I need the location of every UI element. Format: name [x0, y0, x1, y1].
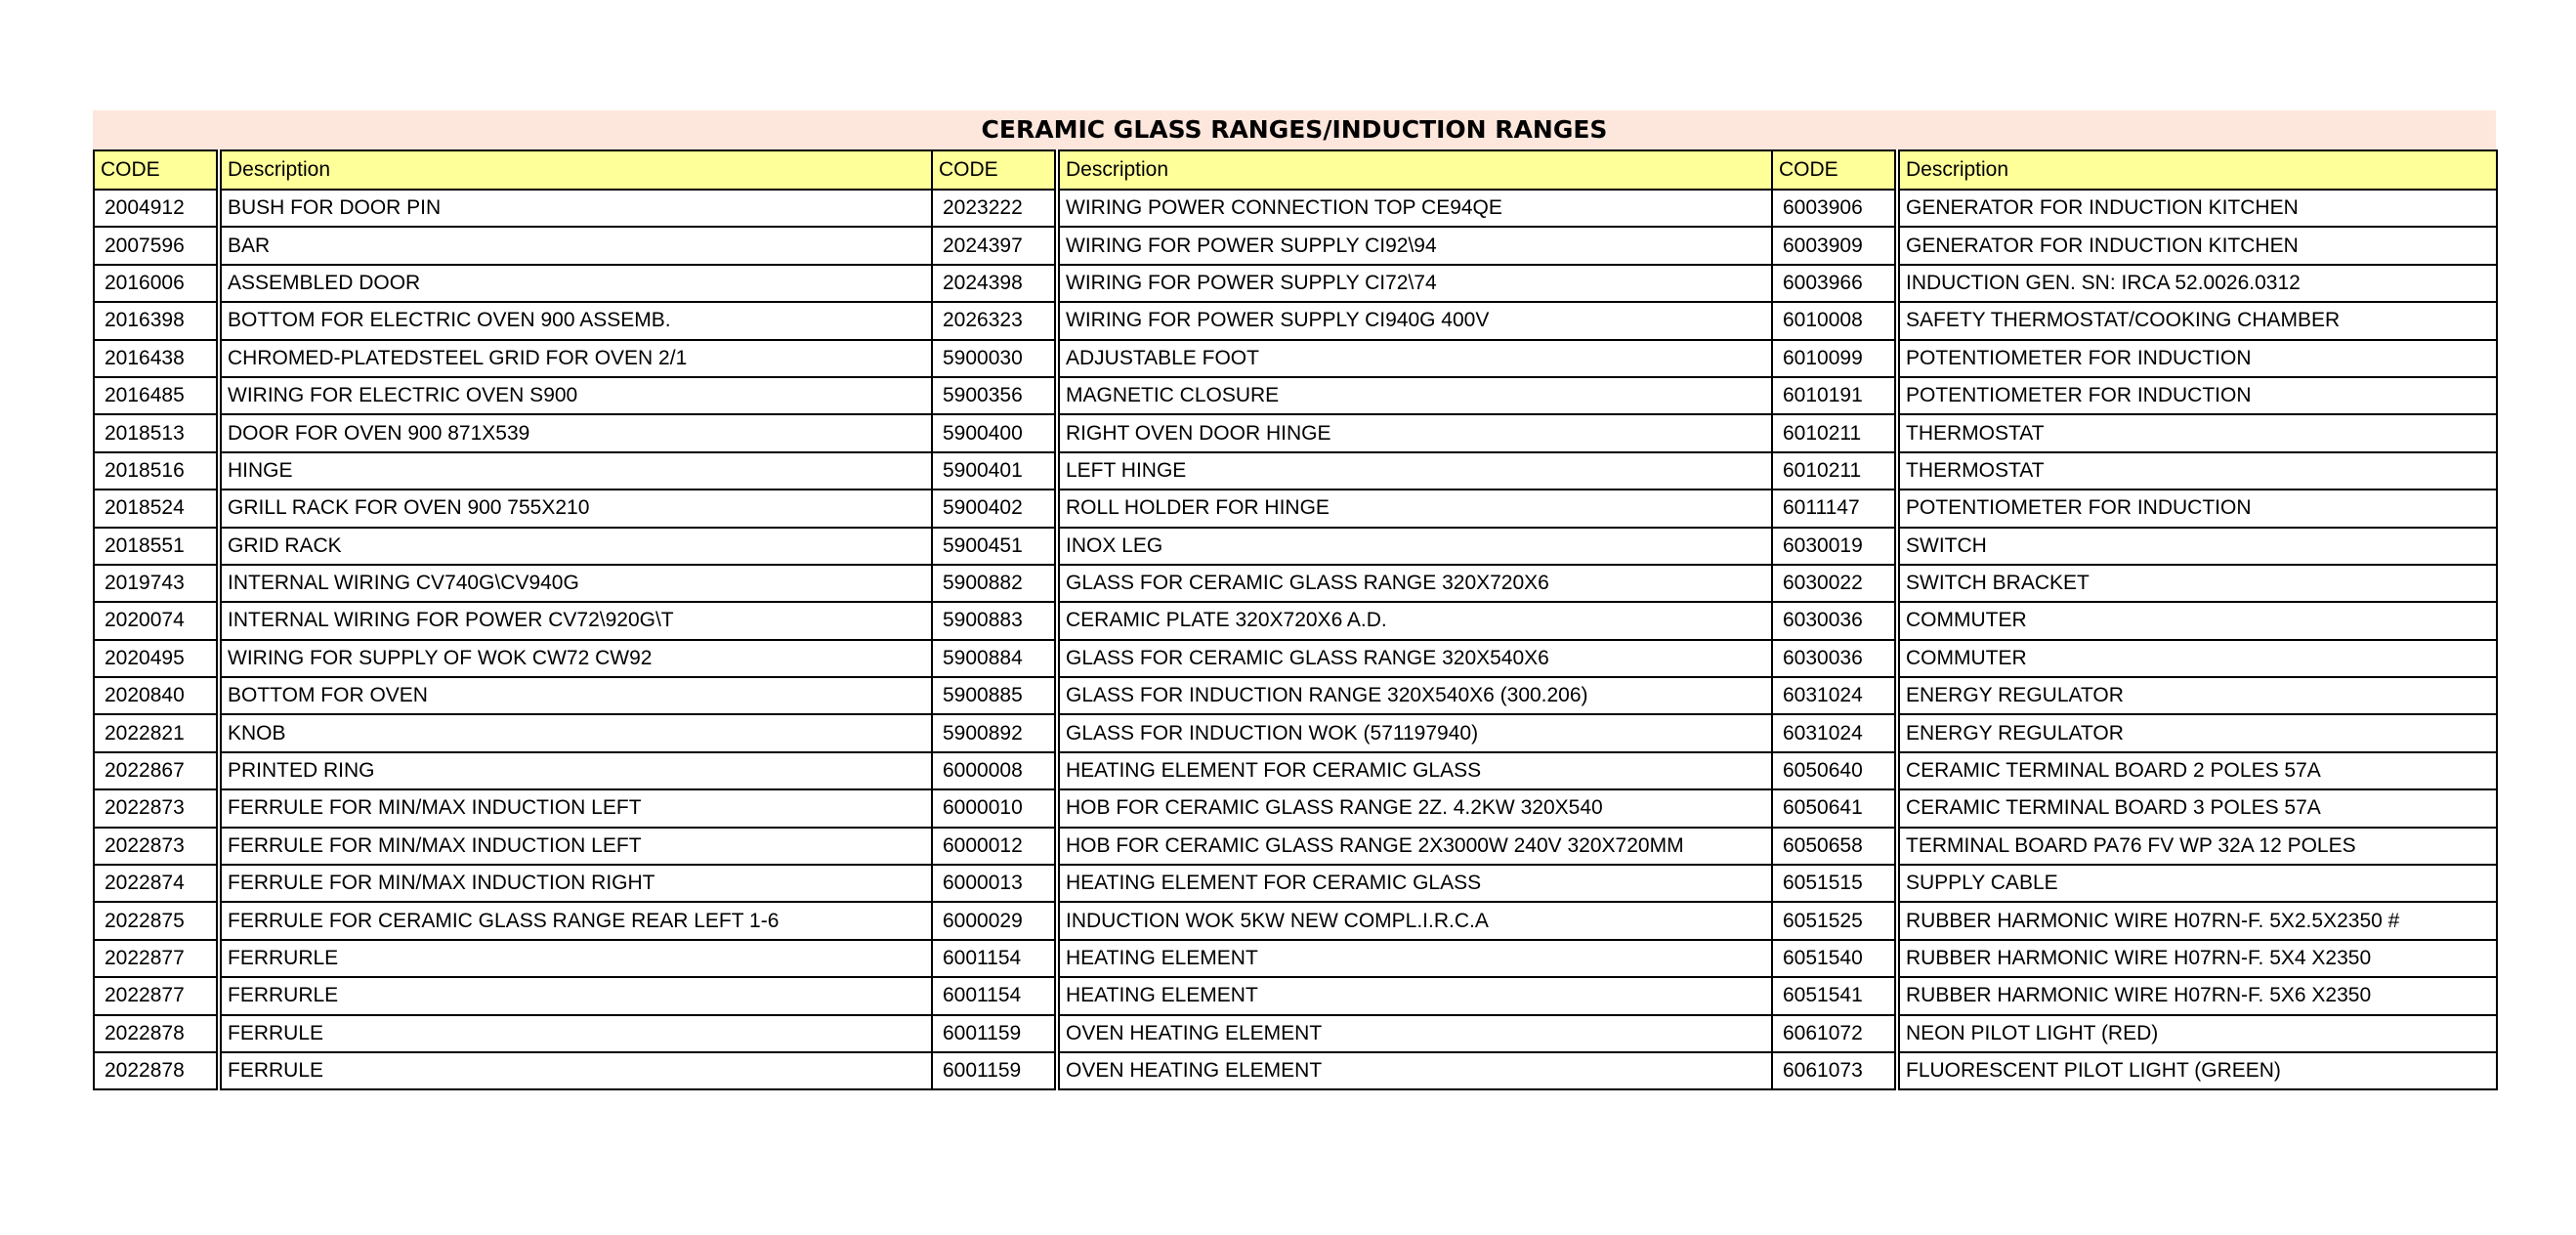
cell-description-1: BAR — [219, 227, 932, 264]
cell-description-3: POTENTIOMETER FOR INDUCTION — [1897, 340, 2497, 377]
cell-code-1: 2020495 — [94, 640, 219, 677]
cell-description-2: LEFT HINGE — [1057, 452, 1772, 490]
cell-description-2: CERAMIC PLATE 320X720X6 A.D. — [1057, 602, 1772, 639]
cell-description-1: BOTTOM FOR ELECTRIC OVEN 900 ASSEMB. — [219, 302, 932, 339]
cell-description-2: RIGHT OVEN DOOR HINGE — [1057, 414, 1772, 451]
cell-description-1: GRILL RACK FOR OVEN 900 755X210 — [219, 490, 932, 527]
cell-code-2: 5900356 — [932, 377, 1057, 414]
cell-code-2: 6000010 — [932, 789, 1057, 827]
cell-code-1: 2018524 — [94, 490, 219, 527]
cell-description-1: FERRULE FOR CERAMIC GLASS RANGE REAR LEFT 1-6 — [219, 902, 932, 939]
cell-description-1: HINGE — [219, 452, 932, 490]
cell-description-3: GENERATOR FOR INDUCTION KITCHEN — [1897, 190, 2497, 227]
cell-code-3: 6050640 — [1772, 752, 1897, 789]
cell-code-3: 6030022 — [1772, 565, 1897, 602]
cell-description-1: FERRURLE — [219, 940, 932, 977]
cell-code-2: 5900883 — [932, 602, 1057, 639]
table-row — [94, 377, 2497, 414]
cell-description-3: POTENTIOMETER FOR INDUCTION — [1897, 377, 2497, 414]
parts-sheet — [93, 110, 2496, 1090]
cell-description-1: BOTTOM FOR OVEN — [219, 677, 932, 714]
cell-description-3: SUPPLY CABLE — [1897, 865, 2497, 902]
table-row — [94, 265, 2497, 302]
table-row — [94, 190, 2497, 227]
sheet-title: CERAMIC GLASS RANGES/INDUCTION RANGES — [93, 110, 2496, 149]
header-description-2: Description — [1057, 150, 1772, 190]
cell-description-2: MAGNETIC CLOSURE — [1057, 377, 1772, 414]
table-row — [94, 1052, 2497, 1089]
table-row — [94, 565, 2497, 602]
cell-description-2: GLASS FOR CERAMIC GLASS RANGE 320X720X6 — [1057, 565, 1772, 602]
cell-code-2: 2023222 — [932, 190, 1057, 227]
cell-description-1: WIRING FOR ELECTRIC OVEN S900 — [219, 377, 932, 414]
cell-description-1: FERRURLE — [219, 977, 932, 1014]
cell-description-2: HEATING ELEMENT — [1057, 977, 1772, 1014]
cell-description-2: INOX LEG — [1057, 528, 1772, 565]
cell-code-3: 6003909 — [1772, 227, 1897, 264]
parts-table — [93, 149, 2498, 1090]
cell-code-3: 6051515 — [1772, 865, 1897, 902]
cell-code-3: 6030036 — [1772, 640, 1897, 677]
cell-code-3: 6030019 — [1772, 528, 1897, 565]
cell-description-3: RUBBER HARMONIC WIRE H07RN-F. 5X4 X2350 — [1897, 940, 2497, 977]
cell-code-1: 2018513 — [94, 414, 219, 451]
table-row — [94, 752, 2497, 789]
cell-code-2: 6000029 — [932, 902, 1057, 939]
cell-description-2: WIRING FOR POWER SUPPLY CI92\94 — [1057, 227, 1772, 264]
cell-code-3: 6050658 — [1772, 828, 1897, 865]
cell-description-1: CHROMED-PLATEDSTEEL GRID FOR OVEN 2/1 — [219, 340, 932, 377]
cell-code-2: 6000012 — [932, 828, 1057, 865]
table-row — [94, 602, 2497, 639]
cell-description-1: KNOB — [219, 714, 932, 751]
cell-code-1: 2016485 — [94, 377, 219, 414]
cell-code-1: 2020840 — [94, 677, 219, 714]
cell-code-2: 5900401 — [932, 452, 1057, 490]
cell-code-3: 6003906 — [1772, 190, 1897, 227]
cell-code-3: 6011147 — [1772, 490, 1897, 527]
cell-description-3: THERMOSTAT — [1897, 414, 2497, 451]
table-row — [94, 714, 2497, 751]
cell-description-2: OVEN HEATING ELEMENT — [1057, 1052, 1772, 1089]
cell-description-2: GLASS FOR INDUCTION WOK (571197940) — [1057, 714, 1772, 751]
cell-code-2: 5900882 — [932, 565, 1057, 602]
cell-code-2: 2026323 — [932, 302, 1057, 339]
cell-description-3: CERAMIC TERMINAL BOARD 2 POLES 57A — [1897, 752, 2497, 789]
cell-description-1: FERRULE — [219, 1052, 932, 1089]
table-row — [94, 865, 2497, 902]
cell-code-3: 6010099 — [1772, 340, 1897, 377]
table-row — [94, 490, 2497, 527]
cell-code-2: 6001154 — [932, 977, 1057, 1014]
header-row — [94, 150, 2497, 190]
cell-code-2: 5900400 — [932, 414, 1057, 451]
header-description-1: Description — [219, 150, 932, 190]
cell-description-2: HOB FOR CERAMIC GLASS RANGE 2Z. 4.2KW 320X540 — [1057, 789, 1772, 827]
cell-description-1: PRINTED RING — [219, 752, 932, 789]
cell-code-2: 5900885 — [932, 677, 1057, 714]
cell-code-1: 2022875 — [94, 902, 219, 939]
cell-code-1: 2022873 — [94, 789, 219, 827]
table-row — [94, 452, 2497, 490]
table-row — [94, 940, 2497, 977]
cell-description-2: HOB FOR CERAMIC GLASS RANGE 2X3000W 240V 320X720MM — [1057, 828, 1772, 865]
cell-code-3: 6010211 — [1772, 414, 1897, 451]
cell-description-2: ROLL HOLDER FOR HINGE — [1057, 490, 1772, 527]
cell-description-1: FERRULE FOR MIN/MAX INDUCTION RIGHT — [219, 865, 932, 902]
cell-code-1: 2004912 — [94, 190, 219, 227]
cell-code-1: 2022877 — [94, 940, 219, 977]
cell-description-3: ENERGY REGULATOR — [1897, 677, 2497, 714]
table-row — [94, 977, 2497, 1014]
table-row — [94, 902, 2497, 939]
cell-code-1: 2022874 — [94, 865, 219, 902]
cell-description-1: BUSH FOR DOOR PIN — [219, 190, 932, 227]
cell-code-2: 6001159 — [932, 1052, 1057, 1089]
cell-code-2: 6001159 — [932, 1015, 1057, 1052]
cell-description-3: COMMUTER — [1897, 640, 2497, 677]
header-code-1: CODE — [94, 150, 219, 190]
cell-code-3: 6030036 — [1772, 602, 1897, 639]
cell-description-2: WIRING POWER CONNECTION TOP CE94QE — [1057, 190, 1772, 227]
cell-code-3: 6051541 — [1772, 977, 1897, 1014]
cell-code-1: 2022873 — [94, 828, 219, 865]
cell-description-3: POTENTIOMETER FOR INDUCTION — [1897, 490, 2497, 527]
cell-description-3: CERAMIC TERMINAL BOARD 3 POLES 57A — [1897, 789, 2497, 827]
cell-code-1: 2022877 — [94, 977, 219, 1014]
cell-code-2: 6000008 — [932, 752, 1057, 789]
cell-code-3: 6051525 — [1772, 902, 1897, 939]
cell-description-3: FLUORESCENT PILOT LIGHT (GREEN) — [1897, 1052, 2497, 1089]
header-description-3: Description — [1897, 150, 2497, 190]
cell-description-1: FERRULE — [219, 1015, 932, 1052]
cell-code-1: 2020074 — [94, 602, 219, 639]
cell-code-1: 2016438 — [94, 340, 219, 377]
cell-description-3: ENERGY REGULATOR — [1897, 714, 2497, 751]
table-row — [94, 677, 2497, 714]
cell-description-2: WIRING FOR POWER SUPPLY CI940G 400V — [1057, 302, 1772, 339]
cell-description-3: THERMOSTAT — [1897, 452, 2497, 490]
cell-code-2: 5900030 — [932, 340, 1057, 377]
cell-description-3: SAFETY THERMOSTAT/COOKING CHAMBER — [1897, 302, 2497, 339]
cell-code-1: 2016398 — [94, 302, 219, 339]
cell-code-3: 6061073 — [1772, 1052, 1897, 1089]
cell-code-1: 2022878 — [94, 1015, 219, 1052]
cell-description-2: HEATING ELEMENT FOR CERAMIC GLASS — [1057, 865, 1772, 902]
cell-description-3: SWITCH BRACKET — [1897, 565, 2497, 602]
header-code-3: CODE — [1772, 150, 1897, 190]
cell-code-3: 6031024 — [1772, 714, 1897, 751]
cell-description-2: ADJUSTABLE FOOT — [1057, 340, 1772, 377]
table-row — [94, 302, 2497, 339]
cell-code-1: 2022878 — [94, 1052, 219, 1089]
cell-code-1: 2022821 — [94, 714, 219, 751]
table-row — [94, 828, 2497, 865]
header-code-2: CODE — [932, 150, 1057, 190]
table-row — [94, 1015, 2497, 1052]
cell-description-1: DOOR FOR OVEN 900 871X539 — [219, 414, 932, 451]
cell-description-2: WIRING FOR POWER SUPPLY CI72\74 — [1057, 265, 1772, 302]
cell-code-2: 2024397 — [932, 227, 1057, 264]
cell-code-1: 2022867 — [94, 752, 219, 789]
cell-code-1: 2016006 — [94, 265, 219, 302]
table-row — [94, 789, 2497, 827]
cell-description-1: FERRULE FOR MIN/MAX INDUCTION LEFT — [219, 789, 932, 827]
table-row — [94, 340, 2497, 377]
cell-description-1: INTERNAL WIRING CV740G\CV940G — [219, 565, 932, 602]
cell-description-3: INDUCTION GEN. SN: IRCA 52.0026.0312 — [1897, 265, 2497, 302]
cell-description-1: GRID RACK — [219, 528, 932, 565]
cell-code-1: 2007596 — [94, 227, 219, 264]
cell-code-3: 6010008 — [1772, 302, 1897, 339]
cell-description-3: COMMUTER — [1897, 602, 2497, 639]
cell-description-1: WIRING FOR SUPPLY OF WOK CW72 CW92 — [219, 640, 932, 677]
cell-code-2: 5900884 — [932, 640, 1057, 677]
cell-code-3: 6003966 — [1772, 265, 1897, 302]
cell-code-3: 6010211 — [1772, 452, 1897, 490]
cell-code-2: 5900892 — [932, 714, 1057, 751]
cell-code-2: 6001154 — [932, 940, 1057, 977]
cell-code-2: 5900451 — [932, 528, 1057, 565]
cell-code-3: 6051540 — [1772, 940, 1897, 977]
cell-description-3: NEON PILOT LIGHT (RED) — [1897, 1015, 2497, 1052]
cell-description-2: OVEN HEATING ELEMENT — [1057, 1015, 1772, 1052]
cell-description-3: TERMINAL BOARD PA76 FV WP 32A 12 POLES — [1897, 828, 2497, 865]
cell-code-1: 2018516 — [94, 452, 219, 490]
cell-description-2: HEATING ELEMENT FOR CERAMIC GLASS — [1057, 752, 1772, 789]
cell-code-2: 5900402 — [932, 490, 1057, 527]
cell-code-2: 2024398 — [932, 265, 1057, 302]
cell-description-3: SWITCH — [1897, 528, 2497, 565]
cell-code-3: 6050641 — [1772, 789, 1897, 827]
cell-description-2: GLASS FOR INDUCTION RANGE 320X540X6 (300.206) — [1057, 677, 1772, 714]
cell-description-1: FERRULE FOR MIN/MAX INDUCTION LEFT — [219, 828, 932, 865]
cell-code-3: 6031024 — [1772, 677, 1897, 714]
cell-description-2: INDUCTION WOK 5KW NEW COMPL.I.R.C.A — [1057, 902, 1772, 939]
table-row — [94, 227, 2497, 264]
cell-description-1: INTERNAL WIRING FOR POWER CV72\920G\T — [219, 602, 932, 639]
cell-description-2: GLASS FOR CERAMIC GLASS RANGE 320X540X6 — [1057, 640, 1772, 677]
cell-code-1: 2019743 — [94, 565, 219, 602]
cell-code-1: 2018551 — [94, 528, 219, 565]
cell-code-2: 6000013 — [932, 865, 1057, 902]
cell-description-2: HEATING ELEMENT — [1057, 940, 1772, 977]
cell-description-3: RUBBER HARMONIC WIRE H07RN-F. 5X6 X2350 — [1897, 977, 2497, 1014]
table-row — [94, 528, 2497, 565]
cell-code-3: 6010191 — [1772, 377, 1897, 414]
parts-table-body — [94, 190, 2497, 1089]
table-row — [94, 414, 2497, 451]
cell-description-1: ASSEMBLED DOOR — [219, 265, 932, 302]
cell-description-3: RUBBER HARMONIC WIRE H07RN-F. 5X2.5X2350 # — [1897, 902, 2497, 939]
cell-code-3: 6061072 — [1772, 1015, 1897, 1052]
cell-description-3: GENERATOR FOR INDUCTION KITCHEN — [1897, 227, 2497, 264]
table-row — [94, 640, 2497, 677]
